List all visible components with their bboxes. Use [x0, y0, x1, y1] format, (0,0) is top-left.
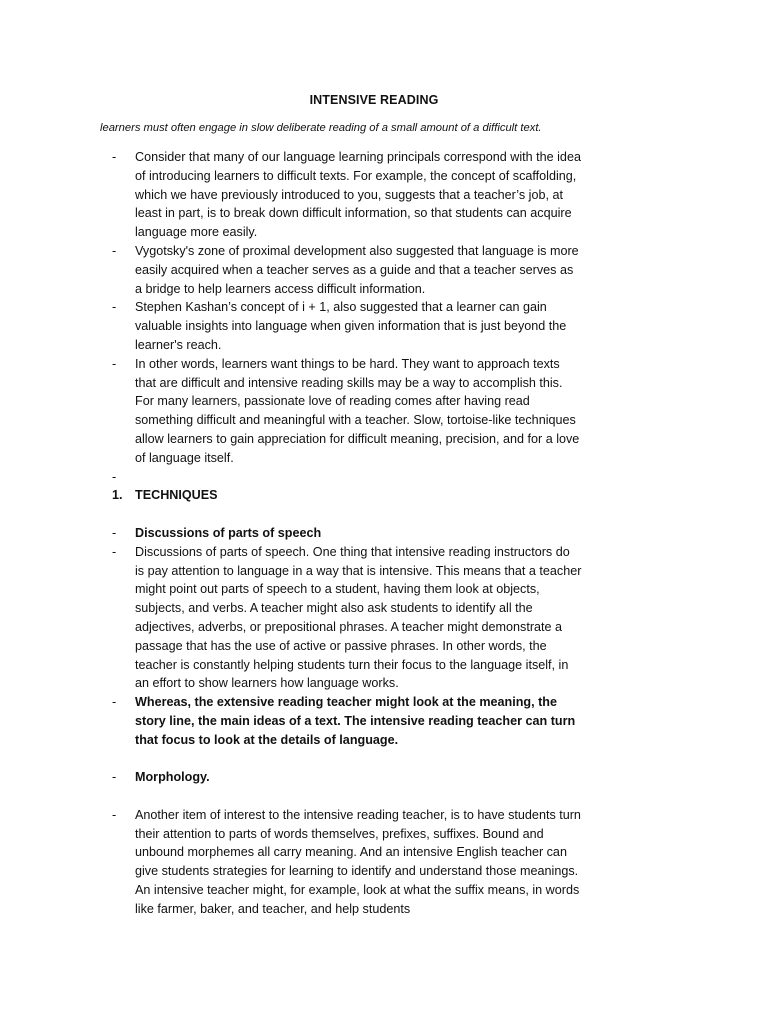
section-heading [112, 486, 582, 505]
bullet-marker: - [112, 544, 117, 559]
spacer [112, 750, 582, 769]
bullet-marker: - [112, 150, 117, 164]
paragraph-text: In other words, learners want things to be hard. They want to approach texts that are difficult and intensive reading skills may be a way to accomplish this. For many learners, passionate love of reading comes after having read something difficult and meaningful with a teacher. Slow, tortoise-like techniques allow learners to gain appreciation for difficult meaning, precision, and for a love of language itself. [135, 356, 580, 465]
list-item [112, 693, 582, 749]
bullet-marker: - [112, 243, 117, 258]
list-item-empty [112, 468, 582, 487]
bullet-marker: - [112, 770, 117, 785]
bullet-marker: - [112, 525, 117, 540]
paragraph-text: Stephen Kashan’s concept of i + 1, also suggested that a learner can gain valuable insights into language when given information that is just beyond the learner's reach. [135, 300, 567, 352]
paragraph-text: Vygotsky's zone of proximal development also suggested that language is more easily acquired when a teacher serves as a guide and that a teacher serves as a bridge to help learners access difficult information. [135, 243, 579, 296]
list-item [112, 524, 582, 543]
spacer [112, 505, 582, 524]
section-heading-text: TECHNIQUES [135, 488, 218, 503]
paragraph-text: Consider that many of our language learning principals correspond with the idea of introducing learners to difficult texts. For example, the concept of scaffolding, which we have previously introduced to you, suggests that a teacher’s job, at least in part, is to break down difficult information, so that students can acquire language more easily. [135, 150, 581, 240]
paragraph-text: Discussions of parts of speech. One thing that intensive reading instructors do is pay attention to language in a way that is intensive. This means that a teacher might point out parts of speech to a student, having them look at objects, subjects, and verbs. A teacher might also ask students to identify all the adjectives, adverbs, or prepositional phrases. A teacher might demonstrate a passage that has the use of active or passive phrases. In other words, the teacher is constantly helping students turn their focus to the language itself, in an effort to show learners how language works. [135, 544, 582, 691]
list-item [112, 148, 582, 242]
document-subtitle: learners must often engage in slow deliberate reading of a small amount of a difficult text. [100, 122, 542, 134]
paragraph-text: Whereas, the extensive reading teacher might look at the meaning, the story line, the main ideas of a text. The intensive reading teacher can turn that focus to look at the details of language. [135, 695, 576, 747]
bullet-marker: - [112, 356, 117, 371]
spacer [112, 787, 582, 806]
list-item [112, 355, 582, 468]
paragraph-text: Morphology. [135, 770, 210, 785]
bullet-marker: - [112, 300, 117, 315]
section-number: 1. [112, 488, 123, 503]
list-item [112, 543, 582, 693]
paragraph-text: Discussions of parts of speech [135, 525, 322, 540]
bullet-marker: - [112, 807, 117, 822]
list-item [112, 768, 582, 787]
list-item [112, 298, 582, 354]
list-item [112, 806, 582, 919]
bullet-marker: - [112, 469, 117, 484]
list-item [112, 242, 582, 298]
paragraph-text: Another item of interest to the intensive reading teacher, is to have students turn their attention to parts of words themselves, prefixes, suffixes. Bound and unbound morphemes all carry meaning. And an intensive English teacher can give students strategies for learning to identify and understand those meanings. An intensive teacher might, for example, look at what the suffix means, in words like farmer, baker, and teacher, and help students [135, 807, 581, 916]
document-title: INTENSIVE READING [309, 93, 439, 107]
document-body [112, 148, 582, 919]
bullet-marker: - [112, 695, 117, 710]
